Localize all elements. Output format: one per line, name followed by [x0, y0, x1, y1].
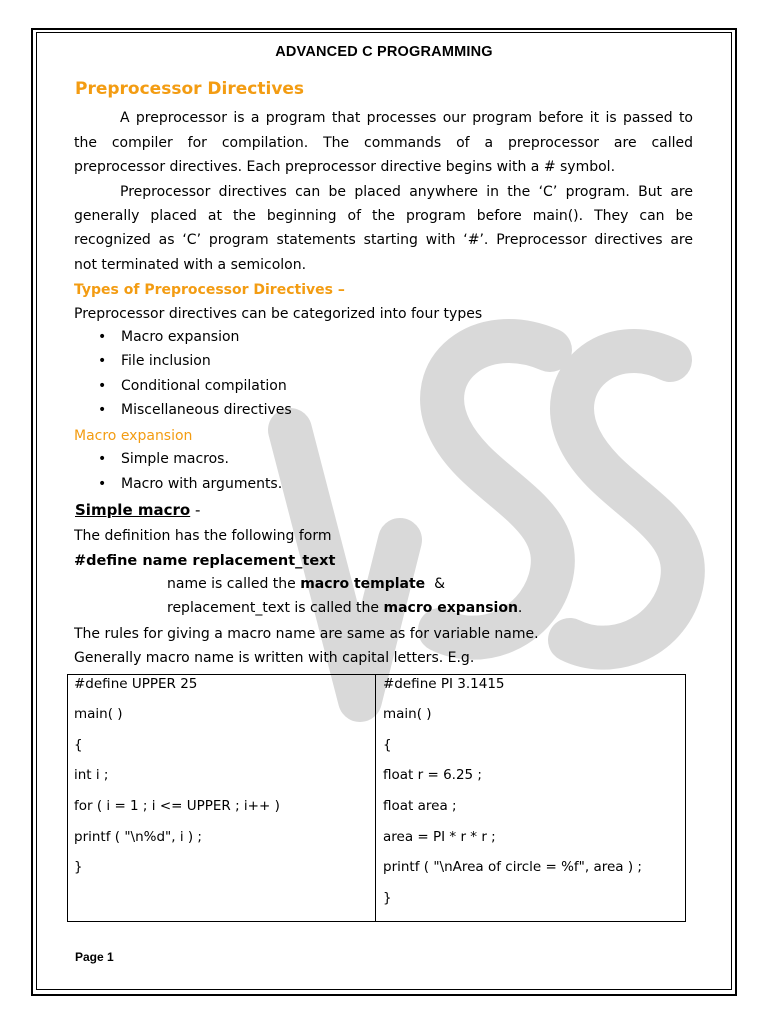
code-line: float area ; [383, 798, 457, 814]
text: name is called the [167, 576, 301, 592]
code-line: int i ; [74, 767, 109, 783]
bullet-icon: • [98, 451, 107, 467]
code-line: printf ( "\n%d", i ) ; [74, 829, 202, 845]
code-line: { [74, 737, 83, 753]
list-item: Miscellaneous directives [121, 402, 292, 418]
code-line: { [383, 737, 392, 753]
code-line: } [383, 890, 392, 906]
text: & [425, 576, 446, 592]
macro-expansion-line [167, 600, 522, 616]
code-line: #define PI 3.1415 [383, 676, 505, 692]
definition-line: The definition has the following form [74, 528, 332, 544]
code-line: area = PI * r * r ; [383, 829, 496, 845]
page-number: Page 1 [75, 950, 114, 964]
code-line: printf ( "\nArea of circle = %f", area ) ; [383, 859, 642, 875]
bullet-icon: • [98, 353, 107, 369]
bullet-icon: • [98, 402, 107, 418]
list-item: Macro with arguments. [121, 476, 283, 492]
text-bold: macro template [300, 576, 426, 592]
paragraph-line: generally placed at the beginning of the program before main(). They can be [74, 208, 693, 224]
rules-line: The rules for giving a macro name are same as for variable name. [74, 626, 539, 642]
list-item: Conditional compilation [121, 378, 287, 394]
paragraph-line: the compiler for compilation. The commands of a preprocessor are called [74, 135, 693, 151]
types-heading: Types of Preprocessor Directives – [74, 282, 345, 298]
paragraph-line: not terminated with a semicolon. [74, 257, 307, 273]
paragraph-line: preprocessor directives. Each preprocessor directive begins with a # symbol. [74, 159, 616, 175]
rules-line: Generally macro name is written with capital letters. E.g. [74, 650, 475, 666]
text: replacement_text is called the [167, 600, 384, 616]
page-header: ADVANCED C PROGRAMMING [275, 44, 493, 60]
paragraph-line: recognized as ‘C’ program statements starting with ‘#’. Preprocessor directives are [74, 232, 693, 248]
simple-macro-heading-suffix: - [190, 501, 201, 519]
list-item: Macro expansion [121, 329, 240, 345]
macro-template-line [167, 576, 445, 592]
macro-expansion-heading: Macro expansion [74, 428, 193, 444]
list-item: File inclusion [121, 353, 211, 369]
text: . [517, 600, 523, 616]
simple-macro-heading: Simple macro [75, 501, 191, 519]
watermark-logo [250, 280, 730, 740]
code-line: for ( i = 1 ; i <= UPPER ; i++ ) [74, 798, 280, 814]
bullet-icon: • [98, 378, 107, 394]
code-line: } [74, 859, 83, 875]
list-item: Simple macros. [121, 451, 229, 467]
code-line: main( ) [74, 706, 123, 722]
text-bold: macro expansion [383, 600, 518, 616]
paragraph-line: A preprocessor is a program that processes our program before it is passed to [120, 110, 693, 126]
section-title: Preprocessor Directives [75, 79, 305, 99]
paragraph-line: Preprocessor directives can be placed anywhere in the ‘C’ program. But are [120, 184, 693, 200]
types-intro: Preprocessor directives can be categorized into four types [74, 306, 483, 322]
bullet-icon: • [98, 476, 107, 492]
simple-macro-heading-row [75, 501, 200, 519]
code-line: #define UPPER 25 [74, 676, 198, 692]
define-syntax: #define name replacement_text [74, 553, 336, 569]
code-line: float r = 6.25 ; [383, 767, 482, 783]
bullet-icon: • [98, 329, 107, 345]
table-divider [375, 674, 376, 922]
code-line: main( ) [383, 706, 432, 722]
